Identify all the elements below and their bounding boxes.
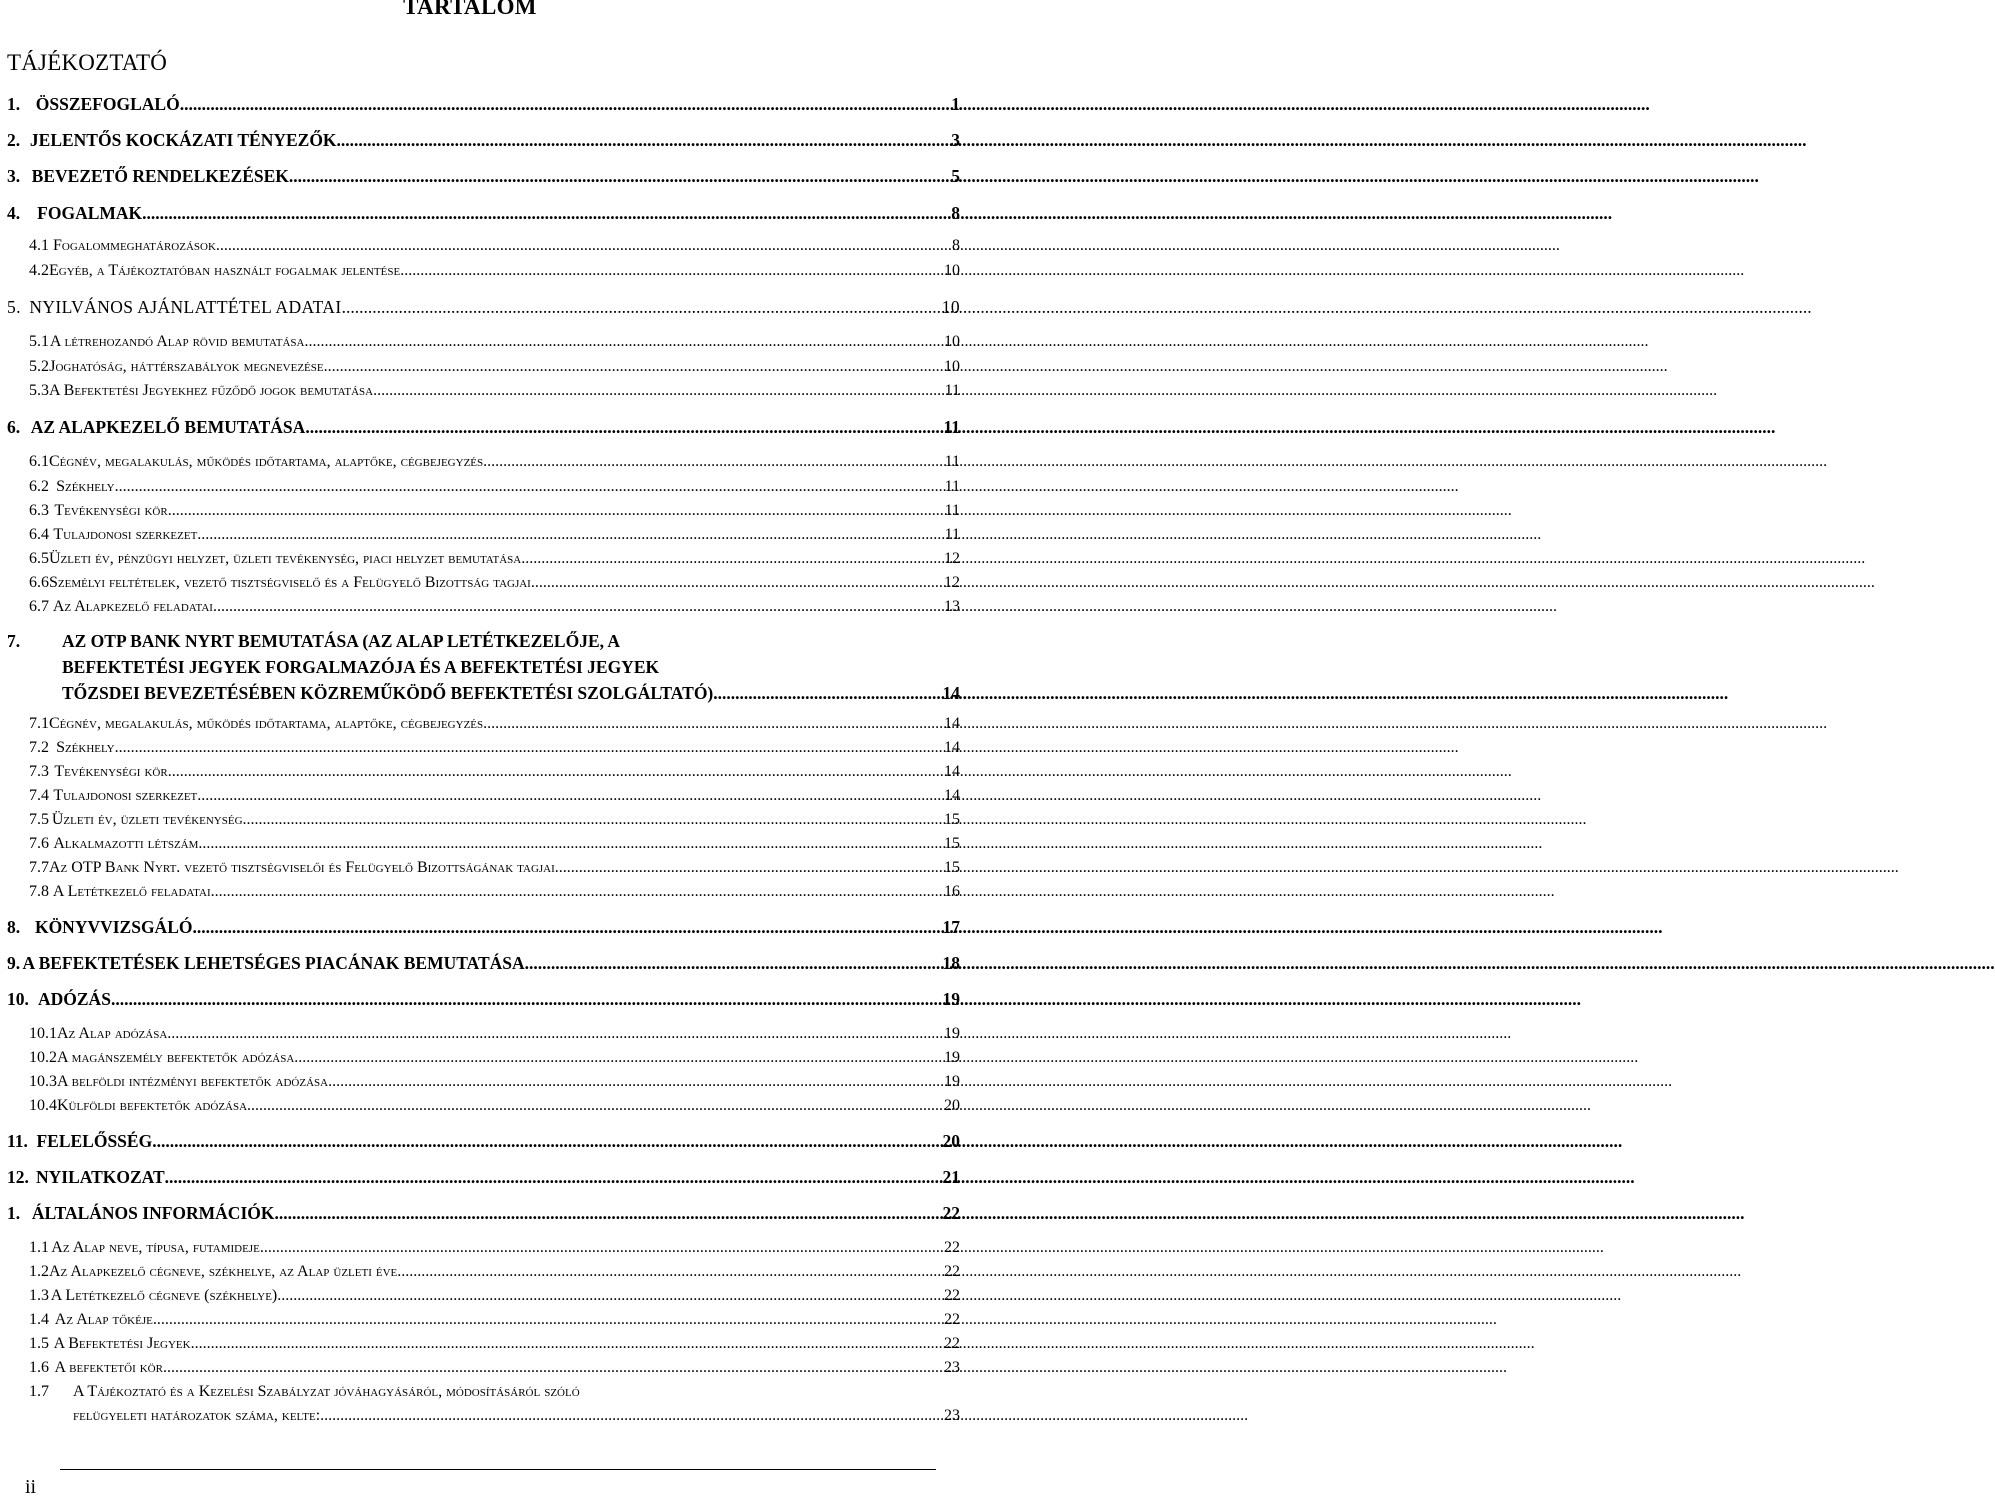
toc-entry[interactable]: 9. A BEFEKTETÉSEK LEHETSÉGES PIACÁNAK BEMUTATÁSA ..... 18	[7, 953, 960, 973]
footer-rule	[60, 1469, 936, 1470]
toc-subentry[interactable]: 6.2 Székhely ..... 11	[7, 477, 960, 497]
toc-entry[interactable]: 1. ÖSSZEFOGLALÓ ..... 1	[7, 94, 960, 114]
toc-subentry[interactable]: 10.4 Külföldi befektetők adózása ..... 20	[7, 1096, 960, 1116]
toc-subentry[interactable]: 1.3 A Letétkezelő cégneve (székhelye) ..... 22	[7, 1286, 960, 1306]
toc-subentry[interactable]: 7.1 Cégnév, megalakulás, működés időtartama, alaptőke, cégbejegyzés ..... 14	[7, 714, 960, 734]
toc-subentry[interactable]: 7.6 Alkalmazotti létszám ..... 15	[7, 834, 960, 854]
toc-subentry[interactable]: 6.6 Személyi feltételek, vezető tisztségviselő és a Felügyelő Bizottság tagjai ..... 12	[7, 573, 960, 593]
toc-subentry[interactable]: 6.3 Tevékenységi kör ..... 11	[7, 501, 960, 521]
toc-entry[interactable]: 3. BEVEZETŐ RENDELKEZÉSEK ..... 5	[7, 166, 960, 186]
toc-subentry[interactable]: 7.5 Üzleti év, üzleti tevékenység ..... 15	[7, 810, 960, 830]
toc-subentry[interactable]: 5.1 A létrehozandó Alap rövid bemutatása ..... 10	[7, 332, 960, 352]
page-title: TARTALOM	[403, 0, 537, 19]
toc-subentry[interactable]: 7.8 A Letétkezelő feladatai ..... 16	[7, 882, 960, 902]
toc-subentry[interactable]: 1.1 Az Alap neve, típusa, futamideje ..... 22	[7, 1238, 960, 1258]
toc-subentry[interactable]: 6.7 Az Alapkezelő feladatai ..... 13	[7, 597, 960, 617]
toc-entry[interactable]: 2. JELENTŐS KOCKÁZATI TÉNYEZŐK ..... 3	[7, 130, 960, 150]
toc-subentry[interactable]: 6.4 Tulajdonosi szerkezet ..... 11	[7, 525, 960, 545]
toc-subentry[interactable]: 7.2 Székhely ..... 14	[7, 738, 960, 758]
toc-subentry[interactable]: 4.2 Egyéb, a Tájékoztatóban használt fogalmak jelentése ..... 10	[7, 261, 960, 281]
toc-subentry[interactable]: 10.2 A magánszemély befektetők adózása ..... 19	[7, 1048, 960, 1068]
toc-subentry[interactable]: 1.4 Az Alap tőkéje ..... 22	[7, 1310, 960, 1330]
toc-subentry[interactable]: 1.6 A befektetői kör ..... 23	[7, 1358, 960, 1378]
toc-subentry[interactable]: 6.1 Cégnév, megalakulás, működés időtartama, alaptőke, cégbejegyzés ..... 11	[7, 452, 960, 472]
toc-subentry[interactable]: 10.3 A belföldi intézményi befektetők adózása ..... 19	[7, 1072, 960, 1092]
toc-subentry[interactable]: 6.5 Üzleti év, pénzügyi helyzet, üzleti tevékenység, piaci helyzet bemutatása ..... 12	[7, 549, 960, 569]
toc-subentry[interactable]: 5.2 Joghatóság, háttérszabályok megnevezése ..... 10	[7, 357, 960, 377]
toc-subentry[interactable]: 4.1 Fogalommeghatározások ..... 8	[7, 236, 960, 256]
toc-entry[interactable]: 10. ADÓZÁS ..... 19	[7, 989, 960, 1009]
toc-entry[interactable]: 6. AZ ALAPKEZELŐ BEMUTATÁSA ..... 11	[7, 417, 960, 437]
toc-entry[interactable]: 12. NYILATKOZAT ..... 21	[7, 1167, 960, 1187]
page-number: ii	[25, 1476, 37, 1498]
toc-entry[interactable]: 1. ÁLTALÁNOS INFORMÁCIÓK ..... 22	[7, 1203, 960, 1223]
toc-subentry[interactable]: 10.1 Az Alap adózása ..... 19	[7, 1024, 960, 1044]
toc-subentry[interactable]: 1.5 A Befektetési Jegyek ..... 22	[7, 1334, 960, 1354]
toc-entry[interactable]: 5. NYILVÁNOS AJÁNLATTÉTEL ADATAI ..... 10	[7, 297, 960, 317]
toc-entry[interactable]: 7. AZ OTP BANK NYRT BEMUTATÁSA (AZ ALAP LETÉTKEZELŐJE, A BEFEKTETÉSI JEGYEK FORGALMAZÓJA ÉS A BEFEKTETÉSI JEGYEK TŐZSDEI BEVEZETÉSÉBEN KÖZREMŰKÖDŐ BEFEKTETÉSI SZOLGÁLTATÓ) ..... 14	[7, 628, 960, 706]
document-subtitle: TÁJÉKOZTATÓ	[7, 50, 168, 75]
toc-subentry[interactable]: 5.3 A Befektetési Jegyekhez fűződő jogok bemutatása ..... 11	[7, 381, 960, 401]
toc-subentry[interactable]: 1.2 Az Alapkezelő cégneve, székhelye, az Alap üzleti éve ..... 22	[7, 1262, 960, 1282]
toc-entry[interactable]: 11. FELELŐSSÉG ..... 20	[7, 1131, 960, 1151]
toc-subentry[interactable]: 1.7 A Tájékoztató és a Kezelési Szabályzat jóváhagyásáról, módosításáról szóló felügyeleti határozatok száma, kelte: ..... 23	[7, 1380, 960, 1428]
toc-entry[interactable]: 8. KÖNYVVIZSGÁLÓ ..... 17	[7, 917, 960, 937]
toc-subentry[interactable]: 7.3 Tevékenységi kör ..... 14	[7, 762, 960, 782]
toc-subentry[interactable]: 7.4 Tulajdonosi szerkezet ..... 14	[7, 786, 960, 806]
toc-entry[interactable]: 4. FOGALMAK ..... 8	[7, 203, 960, 223]
toc-subentry[interactable]: 7.7 Az OTP Bank Nyrt. vezető tisztségviselői és Felügyelő Bizottságának tagjai ..... 15	[7, 858, 960, 878]
